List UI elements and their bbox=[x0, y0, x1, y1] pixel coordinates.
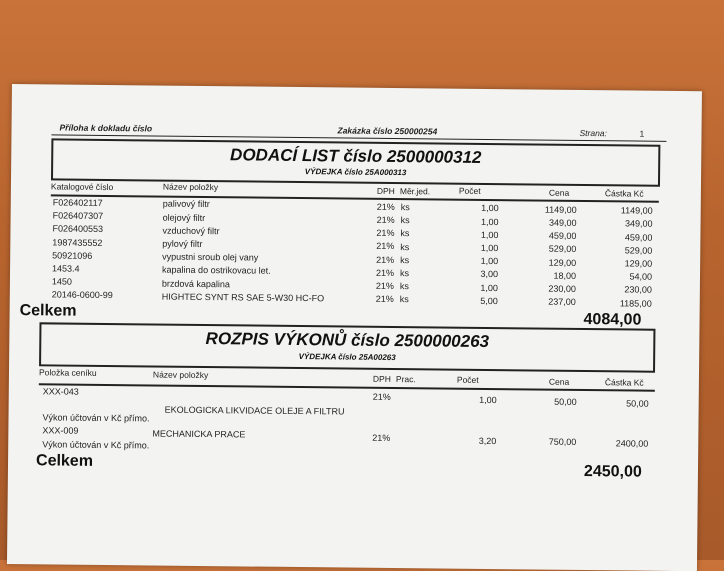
delivery-note-title: DODACÍ LIST číslo 2500000312 bbox=[229, 145, 482, 167]
col-service-vat: DPH bbox=[372, 373, 391, 384]
item-price: 459,00 bbox=[548, 230, 577, 242]
item-amount: 459,00 bbox=[624, 231, 653, 243]
col-quantity: Počet bbox=[458, 185, 481, 196]
service-name: EKOLOGICKA LIKVIDACE OLEJE A FILTRU bbox=[164, 404, 345, 417]
service-quantity: 1,00 bbox=[479, 394, 497, 406]
item-amount: 529,00 bbox=[624, 245, 653, 256]
item-quantity: 3,00 bbox=[480, 269, 499, 280]
col-price-list-item: Položka ceníku bbox=[38, 367, 97, 378]
item-amount: 54,00 bbox=[629, 271, 653, 282]
service-quantity: 3,20 bbox=[478, 435, 497, 447]
item-vat: 21% bbox=[375, 267, 395, 278]
item-unit: ks bbox=[400, 241, 410, 252]
col-amount: Částka Kč bbox=[604, 188, 644, 199]
col-service-amount: Částka Kč bbox=[604, 377, 644, 388]
service-price: 50,00 bbox=[554, 396, 577, 407]
document-page bbox=[7, 84, 702, 571]
service-price: 750,00 bbox=[548, 436, 577, 447]
item-quantity: 1,00 bbox=[481, 216, 499, 227]
service-vat: 21% bbox=[372, 432, 391, 443]
item-amount: 129,00 bbox=[624, 258, 653, 269]
service-total-value: 2450,00 bbox=[583, 463, 642, 481]
item-catalog-number: 50921096 bbox=[52, 250, 93, 261]
item-vat: 21% bbox=[376, 201, 395, 212]
page-number: 1 bbox=[639, 128, 645, 139]
delivery-note-title-box bbox=[51, 138, 660, 186]
item-vat: 21% bbox=[376, 214, 395, 225]
item-name: pylový filtr bbox=[162, 238, 203, 249]
item-vat: 21% bbox=[376, 241, 395, 252]
col-catalog-number: Katalogové číslo bbox=[50, 181, 114, 193]
item-amount: 1185,00 bbox=[619, 297, 652, 309]
item-price: 18,00 bbox=[553, 270, 577, 281]
item-unit: ks bbox=[400, 254, 410, 266]
item-vat: 21% bbox=[376, 227, 395, 239]
item-price: 129,00 bbox=[548, 257, 577, 268]
service-code: XXX-009 bbox=[42, 425, 79, 436]
col-service-name: Název položky bbox=[152, 369, 209, 381]
item-vat: 21% bbox=[375, 293, 394, 305]
item-unit: ks bbox=[399, 281, 409, 292]
delivery-note-subtitle: VÝDEJKA číslo 25A000313 bbox=[304, 167, 407, 178]
item-amount: 1149,00 bbox=[620, 205, 653, 216]
service-breakdown-title-box bbox=[39, 322, 655, 372]
item-amount: 349,00 bbox=[624, 218, 653, 230]
item-quantity: 1,00 bbox=[480, 242, 499, 254]
col-item-name: Název položky bbox=[162, 181, 219, 193]
item-unit: ks bbox=[399, 268, 410, 279]
item-name: vypustni sroub olej vany bbox=[162, 251, 259, 263]
item-catalog-number: F026407307 bbox=[52, 210, 104, 222]
item-vat: 21% bbox=[375, 280, 394, 291]
item-unit: ks bbox=[400, 215, 410, 226]
service-amount: 2400,00 bbox=[615, 438, 649, 449]
item-quantity: 1,00 bbox=[480, 282, 498, 293]
item-vat: 21% bbox=[376, 254, 395, 265]
item-catalog-number: 1987435552 bbox=[52, 237, 103, 248]
item-quantity: 5,00 bbox=[480, 295, 498, 306]
service-vat: 21% bbox=[372, 391, 391, 402]
delivery-total-label: Celkem bbox=[19, 302, 77, 320]
col-unit: Měr.jed. bbox=[399, 186, 431, 197]
item-catalog-number: 1453.4 bbox=[52, 263, 80, 274]
col-service-price: Cena bbox=[548, 376, 570, 387]
item-amount: 230,00 bbox=[624, 284, 652, 296]
item-name: vzduchový filtr bbox=[162, 225, 220, 236]
page-label: Strana: bbox=[579, 127, 607, 139]
item-catalog-number: 20146-0600-99 bbox=[51, 289, 113, 301]
item-unit: ks bbox=[399, 294, 409, 305]
item-name: palivový filtr bbox=[162, 198, 210, 210]
service-total-label: Celkem bbox=[35, 452, 94, 470]
delivery-total-value: 4084,00 bbox=[583, 310, 642, 329]
item-price: 1149,00 bbox=[544, 204, 577, 215]
item-price: 529,00 bbox=[548, 243, 577, 255]
item-catalog-number: F026400553 bbox=[52, 223, 104, 235]
attachment-label: Příloha k dokladu číslo bbox=[59, 122, 153, 134]
service-note: Výkon účtován v Kč přímo. bbox=[42, 439, 150, 451]
item-quantity: 1,00 bbox=[480, 256, 499, 267]
service-note: Výkon účtován v Kč přímo. bbox=[42, 412, 150, 424]
service-code: XXX-043 bbox=[42, 386, 79, 397]
col-vat: DPH bbox=[376, 185, 395, 197]
col-service-quantity: Počet bbox=[456, 374, 479, 385]
col-work: Prac. bbox=[395, 374, 416, 385]
item-catalog-number: 1450 bbox=[51, 276, 73, 287]
service-amount: 50,00 bbox=[626, 398, 649, 409]
order-number: Zakázka číslo 250000254 bbox=[337, 125, 438, 137]
service-breakdown-subtitle: VÝDEJKA číslo 25A00263 bbox=[298, 352, 396, 363]
item-name: olejový filtr bbox=[162, 212, 206, 223]
item-name: HIGHTEC SYNT RS SAE 5-W30 HC-FO bbox=[161, 291, 325, 304]
item-name: kapalina do ostrikovacu let. bbox=[162, 264, 271, 277]
item-price: 237,00 bbox=[548, 296, 576, 308]
item-unit: ks bbox=[400, 202, 410, 213]
item-catalog-number: F026402117 bbox=[52, 197, 103, 208]
col-price: Cena bbox=[548, 187, 570, 198]
item-price: 349,00 bbox=[548, 217, 577, 228]
item-unit: ks bbox=[400, 228, 410, 239]
item-price: 230,00 bbox=[548, 283, 576, 294]
item-quantity: 1,00 bbox=[480, 229, 499, 240]
service-breakdown-title: ROZPIS VÝKONŮ číslo 2500000263 bbox=[205, 329, 490, 352]
item-quantity: 1,00 bbox=[481, 203, 499, 214]
item-name: brzdová kapalina bbox=[161, 278, 231, 289]
service-name: MECHANICKA PRACE bbox=[152, 428, 246, 440]
